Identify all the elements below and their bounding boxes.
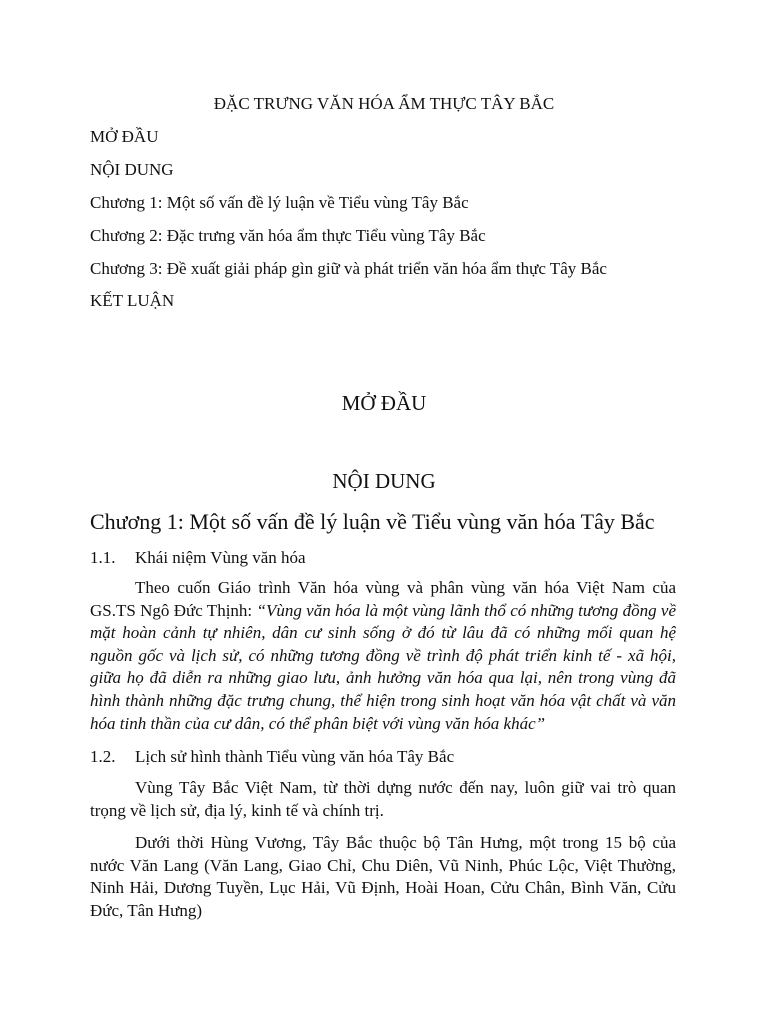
toc-item-intro: MỞ ĐẦU (90, 127, 159, 146)
section-number: 1.1. (90, 548, 116, 567)
toc-item-chapter-3: Chương 3: Đề xuất giải pháp gìn giữ và phát triển văn hóa ẩm thực Tây Bắc (90, 259, 607, 278)
section-1-1-heading (90, 547, 306, 569)
toc-item-conclusion: KẾT LUẬN (90, 291, 175, 310)
section-title: Lịch sử hình thành Tiểu vùng văn hóa Tây Bắc (135, 747, 455, 766)
paragraph-hung-vuong: Dưới thời Hùng Vương, Tây Bắc thuộc bộ Tân Hưng, một trong 15 bộ của nước Văn Lang (Văn Lang, Giao Chỉ, Chu Diên, Vũ Ninh, Phúc Lộc, Việt Thường, Ninh Hải, Dương Tuyền, Lục Hải, Vũ Định, Hoài Hoan, Cửu Chân, Bình Văn, Cửu Đức, Tân Hưng) (90, 833, 676, 920)
chapter-1-heading: Chương 1: Một số vấn đề lý luận về Tiểu vùng văn hóa Tây Bắc (90, 509, 655, 534)
quote-definition: “Vùng văn hóa là một vùng lãnh thổ có những tương đồng về mặt hoàn cảnh tự nhiên, dân cư sinh sống ở đó từ lâu đã có những mối quan hệ nguồn gốc và lịch sử, có những tương đồng về trình độ phát triển kinh tế - xã hội, giữa họ đã diễn ra những giao lưu, ảnh hưởng văn hóa qua lại, nên trong vùng đã hình thành những đặc trưng chung, thể hiện trong sinh hoạt văn hóa vật chất và văn hóa tinh thần của cư dân, có thể phân biệt với vùng văn hóa khác” (90, 600, 676, 733)
document-title: ĐẶC TRƯNG VĂN HÓA ẨM THỰC TÂY BẮC (213, 94, 555, 113)
section-title: Khái niệm Vùng văn hóa (135, 548, 306, 567)
content-heading: NỘI DUNG (332, 469, 436, 493)
section-number: 1.2. (90, 747, 116, 766)
intro-heading: MỞ ĐẦU (341, 391, 427, 415)
paragraph-lead: Theo cuốn Giáo trình Văn hóa vùng và phân vùng văn hóa Việt Nam của GS.TS Ngô Đức Thịnh: (90, 578, 676, 620)
paragraph-definition (90, 577, 676, 735)
section-1-2-heading (90, 746, 454, 768)
paragraph-history-intro: Vùng Tây Bắc Việt Nam, từ thời dựng nước đến nay, luôn giữ vai trò quan trọng về lịch sử, địa lý, kinh tế và chính trị. (90, 778, 676, 820)
toc-item-chapter-1: Chương 1: Một số vấn đề lý luận về Tiểu vùng Tây Bắc (90, 193, 469, 212)
toc-item-content: NỘI DUNG (90, 160, 174, 179)
toc-item-chapter-2: Chương 2: Đặc trưng văn hóa ẩm thực Tiểu vùng Tây Bắc (90, 226, 486, 245)
